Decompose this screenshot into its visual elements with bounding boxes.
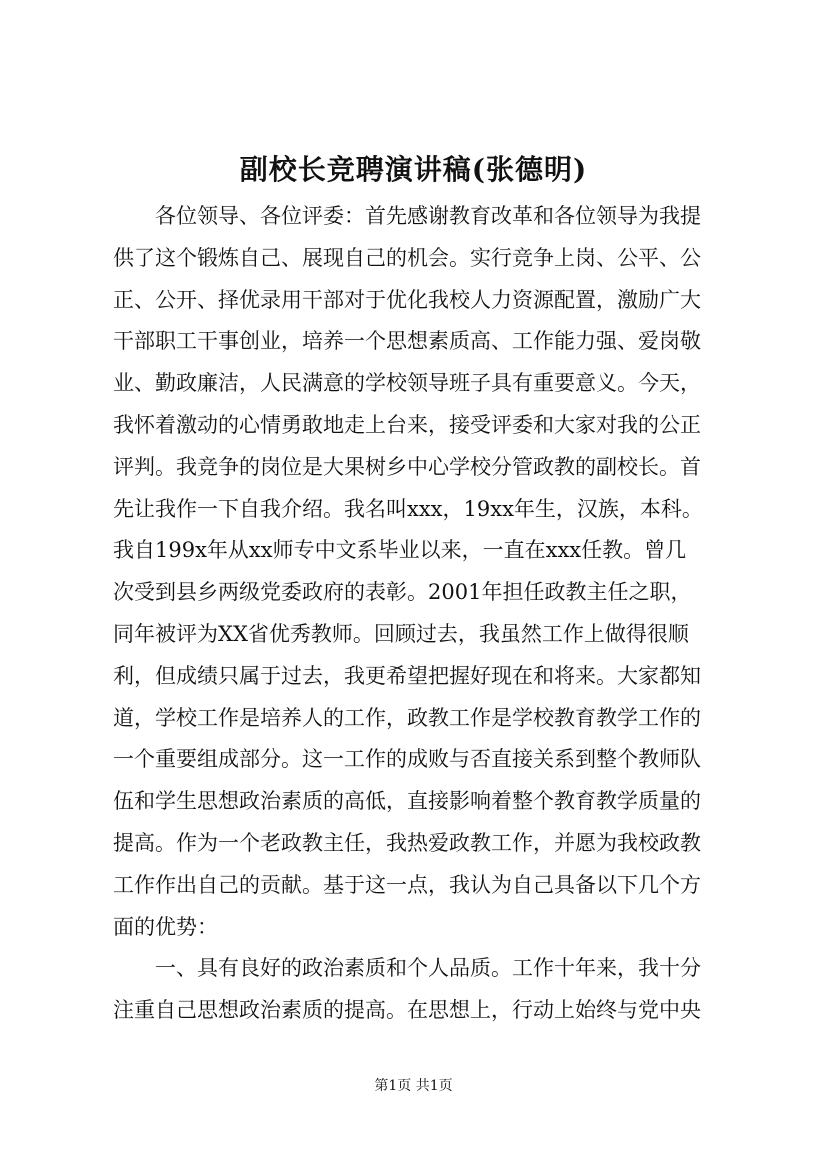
paragraph-line: 一个重要组成部分。这一工作的成败与否直接关系到整个教师队 [113, 747, 701, 772]
paragraph-line: 干部职工干事创业，培养一个思想素质高、工作能力强、爱岗敬 [113, 329, 701, 354]
paragraph-line: 提高。作为一个老政教主任，我热爱政教工作，并愿为我校政教 [113, 830, 701, 855]
paragraph-line: 一、具有良好的政治素质和个人品质。工作十年来，我十分 [155, 956, 701, 981]
paragraph-line: 工作作出自己的贡献。基于这一点，我认为自己具备以下几个方 [113, 872, 701, 897]
paragraph-line: 先让我作一下自我介绍。我名叫xxx，19xx年生，汉族，本科。 [113, 496, 703, 521]
paragraph-line: 伍和学生思想政治素质的高低，直接影响着整个教育教学质量的 [113, 789, 701, 814]
paragraph-line: 我怀着激动的心情勇敢地走上台来，接受评委和大家对我的公正 [113, 412, 701, 437]
paragraph-line: 正、公开、择优录用干部对于优化我校人力资源配置，激励广大 [113, 287, 701, 312]
paragraph-line: 同年被评为XX省优秀教师。回顾过去，我虽然工作上做得很顺 [113, 621, 689, 646]
paragraph-line: 次受到县乡两级党委政府的表彰。2001年担任政教主任之职， [113, 580, 692, 605]
paragraph-line: 业、勤政廉洁，人民满意的学校领导班子具有重要意义。今天， [113, 371, 701, 396]
paragraph-line: 道，学校工作是培养人的工作，政教工作是学校教育教学工作的 [113, 705, 701, 730]
paragraph-line: 我自199x年从xx师专中文系毕业以来，一直在xxx任教。曾几 [113, 538, 687, 563]
document-title: 副校长竞聘演讲稿(张德明) [239, 153, 588, 186]
paragraph-line: 供了这个锻炼自己、展现自己的机会。实行竞争上岗、公平、公 [113, 245, 701, 270]
page-footer: 第1页 共1页 [374, 1078, 453, 1094]
paragraph-line: 评判。我竞争的岗位是大果树乡中心学校分管政教的副校长。首 [113, 454, 701, 479]
paragraph-line: 注重自己思想政治素质的提高。在思想上，行动上始终与党中央 [113, 998, 701, 1023]
paragraph-line: 利，但成绩只属于过去，我更希望把握好现在和将来。大家都知 [113, 663, 701, 688]
paragraph-line: 各位领导、各位评委：首先感谢教育改革和各位领导为我提 [155, 204, 701, 228]
document-body [113, 196, 725, 1032]
paragraph-line: 面的优势： [113, 914, 218, 939]
